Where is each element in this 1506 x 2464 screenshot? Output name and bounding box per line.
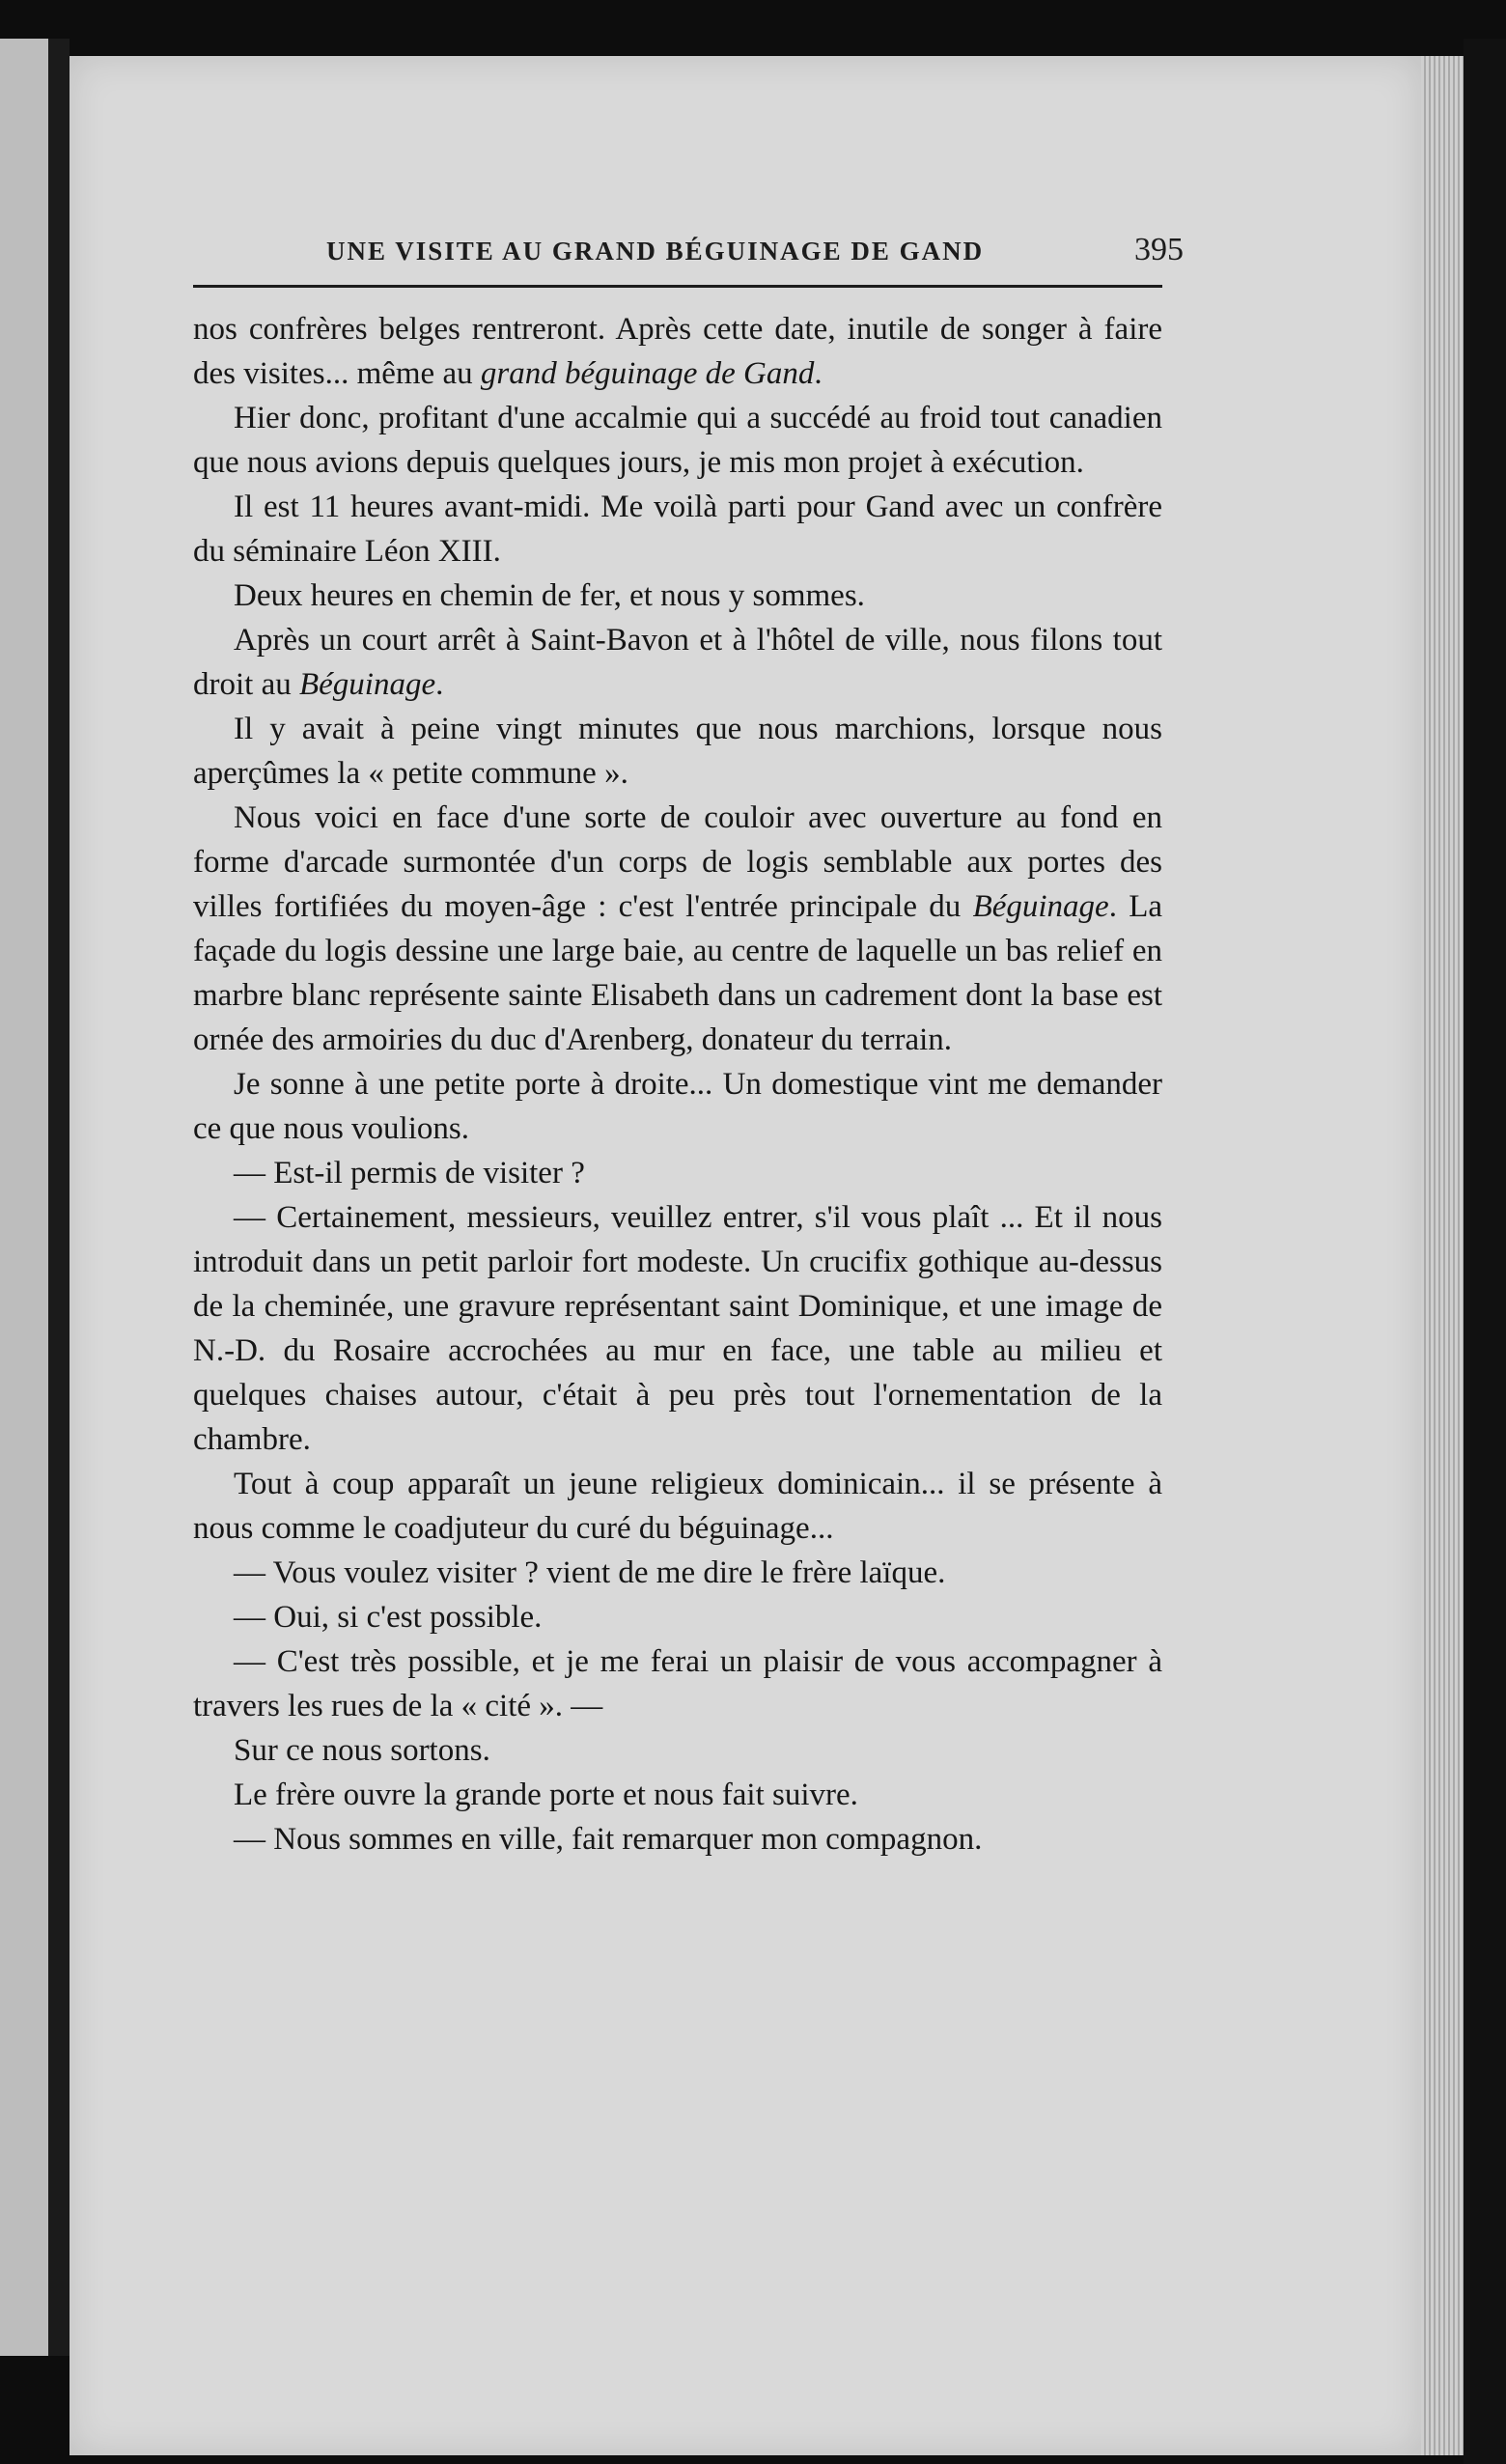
- header-rule: [193, 285, 1162, 288]
- paragraph: — Nous sommes en ville, fait remarquer mon compagnon.: [234, 1822, 983, 1857]
- previous-page-edge: [0, 39, 54, 2356]
- paragraph: Le frère ouvre la grande porte et nous fait suivre.: [234, 1778, 858, 1812]
- paragraph: Je sonne à une petite porte à droite... Un domestique vint me demander ce que nous voulions.: [193, 1067, 1162, 1146]
- paragraph: Il est 11 heures avant-midi. Me voilà parti pour Gand avec un confrère du séminaire Léon XIII.: [193, 490, 1162, 569]
- running-title: UNE VISITE AU GRAND BÉGUINAGE DE GAND: [326, 237, 985, 266]
- scan-background-right: [1464, 39, 1506, 2464]
- running-header: [326, 232, 1184, 268]
- paragraph: Tout à coup apparaît un jeune religieux dominicain... il se présente à nous comme le coadjuteur du curé du béguinage...: [193, 1467, 1162, 1546]
- page-edges: [1421, 56, 1464, 2455]
- body-text: [193, 307, 1162, 1862]
- paragraph: — Est-il permis de visiter ?: [234, 1156, 585, 1190]
- paragraph: Sur ce nous sortons.: [234, 1733, 490, 1768]
- paragraph: Deux heures en chemin de fer, et nous y sommes.: [234, 578, 865, 613]
- paragraph: Nous voici en face d'une sorte de couloir avec ouverture au fond en forme d'arcade surmontée d'un corps de logis semblable aux portes des villes fortifiées du moyen-âge : c'est l'entrée principale du Béguinage. La façade du logis dessine une large baie, au centre de laquelle un bas relief en marbre blanc représente sainte Elisabeth dans un cadrement dont la base est ornée des armoiries du duc d'Arenberg, donateur du terrain.: [193, 800, 1162, 1057]
- paragraph: Hier donc, profitant d'une accalmie qui a succédé au froid tout canadien que nous avions depuis quelques jours, je mis mon projet à exécution.: [193, 401, 1162, 480]
- paragraph: — Vous voulez visiter ? vient de me dire le frère laïque.: [234, 1555, 946, 1590]
- paragraph: — C'est très possible, et je me ferai un plaisir de vous accompagner à travers les rues de la « cité ». —: [193, 1644, 1162, 1723]
- paragraph: nos confrères belges rentreront. Après cette date, inutile de songer à faire des visites... même au grand béguinage de Gand.: [193, 312, 1162, 391]
- paragraph: Il y avait à peine vingt minutes que nous marchions, lorsque nous aperçûmes la « petite commune ».: [193, 712, 1162, 791]
- paragraph: — Certainement, messieurs, veuillez entrer, s'il vous plaît ... Et il nous introduit dans un petit parloir fort modeste. Un crucifix gothique au-dessus de la cheminée, une gravure représentant saint Dominique, et une image de N.-D. du Rosaire accrochées au mur en face, une table au milieu et quelques chaises autour, c'était à peu près tout l'ornementation de la chambre.: [193, 1200, 1162, 1457]
- gutter-shadow: [48, 39, 70, 2356]
- paragraph: — Oui, si c'est possible.: [234, 1600, 543, 1635]
- page-number: 395: [1134, 232, 1184, 267]
- paragraph: Après un court arrêt à Saint-Bavon et à l'hôtel de ville, nous filons tout droit au Béguinage.: [193, 623, 1162, 702]
